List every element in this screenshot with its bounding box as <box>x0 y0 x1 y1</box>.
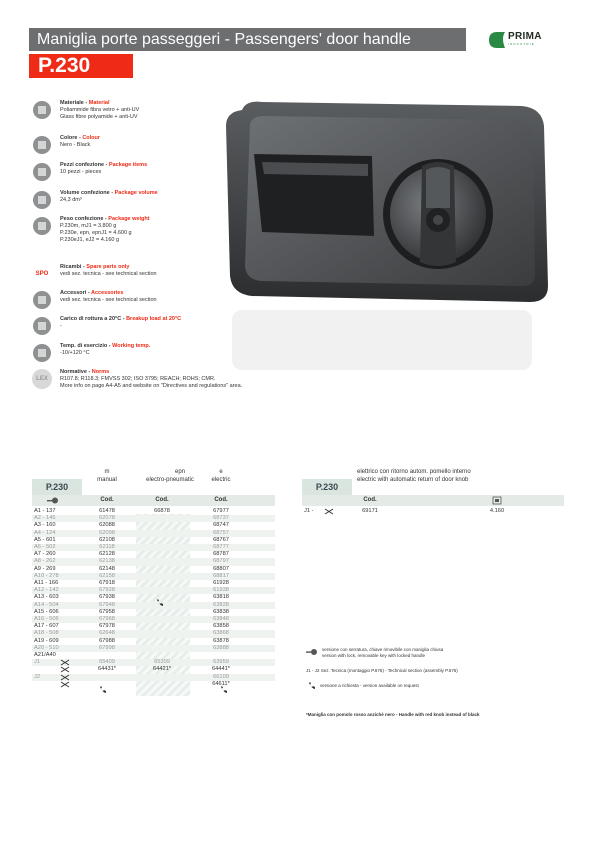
row-code-m: 67928 <box>99 587 115 594</box>
spec-label: Peso confezione - Package weight <box>60 216 150 222</box>
table-row <box>32 659 275 666</box>
spec-label: Ricambi - Spare parts only <box>60 264 130 270</box>
row-code-e: 64611* <box>212 680 230 687</box>
right-row-label: J1 - <box>304 508 314 514</box>
table-row <box>32 681 275 688</box>
row-code-e: 68817 <box>213 572 229 579</box>
phone-note-icon <box>308 682 316 690</box>
col-m-it: m <box>104 469 110 475</box>
row-code-m: 67948 <box>99 601 115 608</box>
row-code-m: 62088 <box>99 522 115 529</box>
spec-value: vedi sez. tecnica - see technical section <box>60 271 157 277</box>
page-title: Maniglia porte passeggeri - Passengers' door handle <box>37 31 411 48</box>
table-row <box>302 508 564 515</box>
material-icon <box>32 100 52 120</box>
row-label: A19 - 609 <box>34 637 59 644</box>
right-cod-band <box>302 495 564 506</box>
row-label: A2 - 146 <box>34 515 56 522</box>
spec-label: Temp. di esercizio - Working temp. <box>60 343 151 349</box>
row-code-e: 68807 <box>213 565 229 572</box>
row-code-e: 61928 <box>213 580 229 586</box>
table-row <box>32 515 275 522</box>
breakup-load-icon <box>32 316 52 336</box>
row-code-e: 67977 <box>213 508 229 514</box>
row-code-e: 61938 <box>213 587 229 594</box>
row-code-m: 62108 <box>99 536 115 543</box>
row-code-e: 63878 <box>213 637 229 644</box>
spec-label: Accessori - Accessories <box>60 290 124 296</box>
spec-label: Carico di rottura a 20°C - Breakup load at 20°C <box>60 316 182 322</box>
row-label: A15 - 606 <box>34 608 59 615</box>
table-row <box>32 544 275 551</box>
phone-icon-e <box>220 686 228 694</box>
row-code-e: 63888 <box>213 644 229 651</box>
table-row <box>32 580 275 587</box>
spec-value: - <box>60 323 62 329</box>
brand-name: PRIMA <box>508 31 542 42</box>
table-row <box>32 558 275 565</box>
right-title-en: electric with automatic return of door knob <box>357 477 469 483</box>
note-star: *Maniglia con pomolo rosso anziché nero - Handle with red knob instead of black <box>306 712 480 717</box>
table-row <box>32 573 275 580</box>
spec-value: Glass fibre polyamide + anti-UV <box>60 114 138 120</box>
row-code-e: 63868 <box>213 630 229 637</box>
row-label: A18 - 508 <box>34 630 59 637</box>
row-label: A21/A40 <box>34 652 56 658</box>
table-row <box>32 609 275 616</box>
row-code-m: 65409 <box>99 659 115 666</box>
lock-switch-icon <box>60 674 70 681</box>
row-code-e: 63838 <box>213 608 229 615</box>
note-phone: versione a richiesta - version available on request <box>320 683 419 688</box>
table-row <box>32 587 275 594</box>
row-code-epn: 65399 <box>154 659 170 666</box>
row-code-e: 63818 <box>213 594 229 601</box>
row-label: A11 - 166 <box>34 580 59 586</box>
col-e-en: electric <box>211 477 231 483</box>
weight-icon <box>492 496 502 505</box>
right-title-it: elettrico con ritorno autom. pomello interno <box>357 469 471 475</box>
key-icon <box>46 496 60 505</box>
row-code-e: 63828 <box>213 601 229 608</box>
col-epn-en: electro-pneumatic <box>146 477 194 483</box>
table-row <box>32 630 275 637</box>
row-code-m: 62158 <box>99 572 115 579</box>
row-code-m: 62118 <box>99 544 115 550</box>
spec-value: P.230e, epn, epnJ1 = 4.600 g <box>60 230 132 236</box>
table-row <box>32 616 275 623</box>
row-code-e: 68777 <box>213 544 229 550</box>
table-row <box>32 638 275 645</box>
lock-switch-icon <box>60 666 70 673</box>
table-row <box>32 594 275 601</box>
lock-switch-icon <box>60 681 70 688</box>
row-code-m: 67968 <box>99 616 115 622</box>
phone-icon-m <box>99 686 107 694</box>
right-row-weight: 4.160 <box>489 508 505 514</box>
row-code-e: 64441* <box>211 666 231 673</box>
product-code: P.230 <box>38 54 91 77</box>
lock-switch-icon <box>324 508 334 515</box>
row-label: A12 - 142 <box>34 587 59 594</box>
spec-value: Nero - Black <box>60 142 91 148</box>
left-cod-m: Cod. <box>100 497 114 503</box>
table-row <box>32 551 275 558</box>
spec-value: 24,3 dm³ <box>60 197 82 203</box>
row-code-e: 68797 <box>213 558 229 565</box>
spare-parts-icon: SPO <box>35 271 49 277</box>
row-code-m: 62128 <box>99 551 115 558</box>
row-code-m: 67998 <box>99 644 115 651</box>
package-weight-icon <box>32 216 52 236</box>
spec-value: P.230eJ1, eJ2 = 4.160 g <box>60 237 120 243</box>
row-label: A4 - 124 <box>34 529 56 536</box>
note-tech: J1 - J2 Sez. Tecnica (montaggio P.676) - Technical section (assembly P.676) <box>306 668 458 673</box>
col-e-it: e <box>219 469 223 475</box>
row-label: A3 - 160 <box>34 522 56 529</box>
row-code-e: 66109 <box>213 673 229 680</box>
row-code-e: 63959 <box>213 659 229 666</box>
row-code-m: 67978 <box>99 623 115 630</box>
row-label: A5 - 601 <box>34 536 56 543</box>
row-label: A9 - 269 <box>34 565 56 572</box>
table-row <box>32 645 275 652</box>
row-code-e: 68767 <box>213 536 229 543</box>
row-code-m: 62648 <box>99 630 115 637</box>
package-items-icon <box>32 162 52 182</box>
thermometer-icon <box>32 343 52 363</box>
key-note-icon <box>306 648 318 656</box>
spec-label: Volume confezione - Package volume <box>60 190 158 196</box>
row-label: A6 - 502 <box>34 544 56 550</box>
row-code-epn: 66878 <box>154 508 170 514</box>
colour-icon <box>32 135 52 155</box>
table-row <box>32 652 275 659</box>
row-code-e: 68737 <box>213 515 229 522</box>
row-code-m: 62138 <box>99 558 115 565</box>
table-row <box>32 537 275 544</box>
row-code-e: 63848 <box>213 616 229 622</box>
spec-value: Poliammide fibra vetro + anti-UV <box>60 107 140 113</box>
row-label: J2 <box>34 673 41 680</box>
table-row <box>32 566 275 573</box>
row-code-m: 61478 <box>99 508 115 514</box>
spec-value: R107.8; R118.3; FMVSS 302; ISO 3795; REACH; ROHS; CMR. <box>60 376 216 382</box>
left-cod-e: Cod. <box>214 497 228 503</box>
col-epn-it: epn <box>174 469 185 475</box>
spec-value: P.230m, mJ1 = 3.800 g <box>60 223 117 229</box>
row-code-e: 63858 <box>213 623 229 630</box>
row-label: A17 - 607 <box>34 623 59 630</box>
left-series-head: P.230 <box>32 479 82 495</box>
row-label: A1 - 137 <box>34 508 56 514</box>
right-cod: Cod. <box>363 497 377 503</box>
spec-label: Materiale - Material <box>60 100 110 106</box>
row-label: A10 - 278 <box>34 572 59 579</box>
table-row <box>32 666 275 673</box>
spec-value: vedi sez. tecnica - see technical section <box>60 297 157 303</box>
table-row <box>32 508 275 515</box>
row-label: A7 - 260 <box>34 551 56 558</box>
phone-icon <box>156 599 164 607</box>
lex-icon: LEX <box>32 369 52 389</box>
lock-switch-icon <box>60 659 70 666</box>
row-code-m: 67958 <box>99 608 115 615</box>
row-code-epn: 64421* <box>152 666 172 673</box>
row-code-e: 68757 <box>213 529 229 536</box>
spec-value: More info on page A4-A5 and website on "Directives and regulations" area. <box>60 383 243 389</box>
note-key-en: version with lock, removable key with locked handle <box>322 653 426 658</box>
spec-label: Normative - Norms <box>60 369 110 375</box>
brand-sub: INDUSTRIE <box>508 42 535 46</box>
table-row <box>32 623 275 630</box>
left-cod-epn: Cod. <box>155 497 169 503</box>
spec-value: -10/+120 °C <box>60 350 90 356</box>
row-label: A16 - 506 <box>34 616 59 622</box>
package-volume-icon <box>32 190 52 210</box>
spec-label: Pezzi confezione - Package items <box>60 162 148 168</box>
row-code-m: 62078 <box>99 515 115 522</box>
right-series-head: P.230 <box>302 479 352 495</box>
row-code-m: 64431* <box>97 666 117 673</box>
row-code-m: 67918 <box>99 580 115 586</box>
spec-value: 10 pezzi - pieces <box>60 169 102 175</box>
row-code-e: 68747 <box>213 522 229 529</box>
col-m-en: manual <box>97 477 117 483</box>
note-key-it: versione con serratura, chiave rimovibile con maniglia chiusa <box>322 647 444 652</box>
row-code-m: 62098 <box>99 529 115 536</box>
right-row-code: 69171 <box>362 508 378 514</box>
row-label: A14 - 504 <box>34 601 59 608</box>
table-row <box>32 522 275 529</box>
row-code-m: 67988 <box>99 637 115 644</box>
row-label: J1 <box>34 659 41 666</box>
table-row <box>32 530 275 537</box>
row-label: A13 - 603 <box>34 594 59 601</box>
table-row <box>32 674 275 681</box>
star-icon <box>32 290 52 310</box>
table-row <box>32 602 275 609</box>
spec-label: Colore - Colour <box>60 135 101 141</box>
row-code-m: 67938 <box>99 594 115 601</box>
row-code-m: 62148 <box>99 565 115 572</box>
row-label: A20 - 510 <box>34 644 59 651</box>
row-label: A8 - 262 <box>34 558 56 565</box>
row-code-e: 68787 <box>213 551 229 558</box>
